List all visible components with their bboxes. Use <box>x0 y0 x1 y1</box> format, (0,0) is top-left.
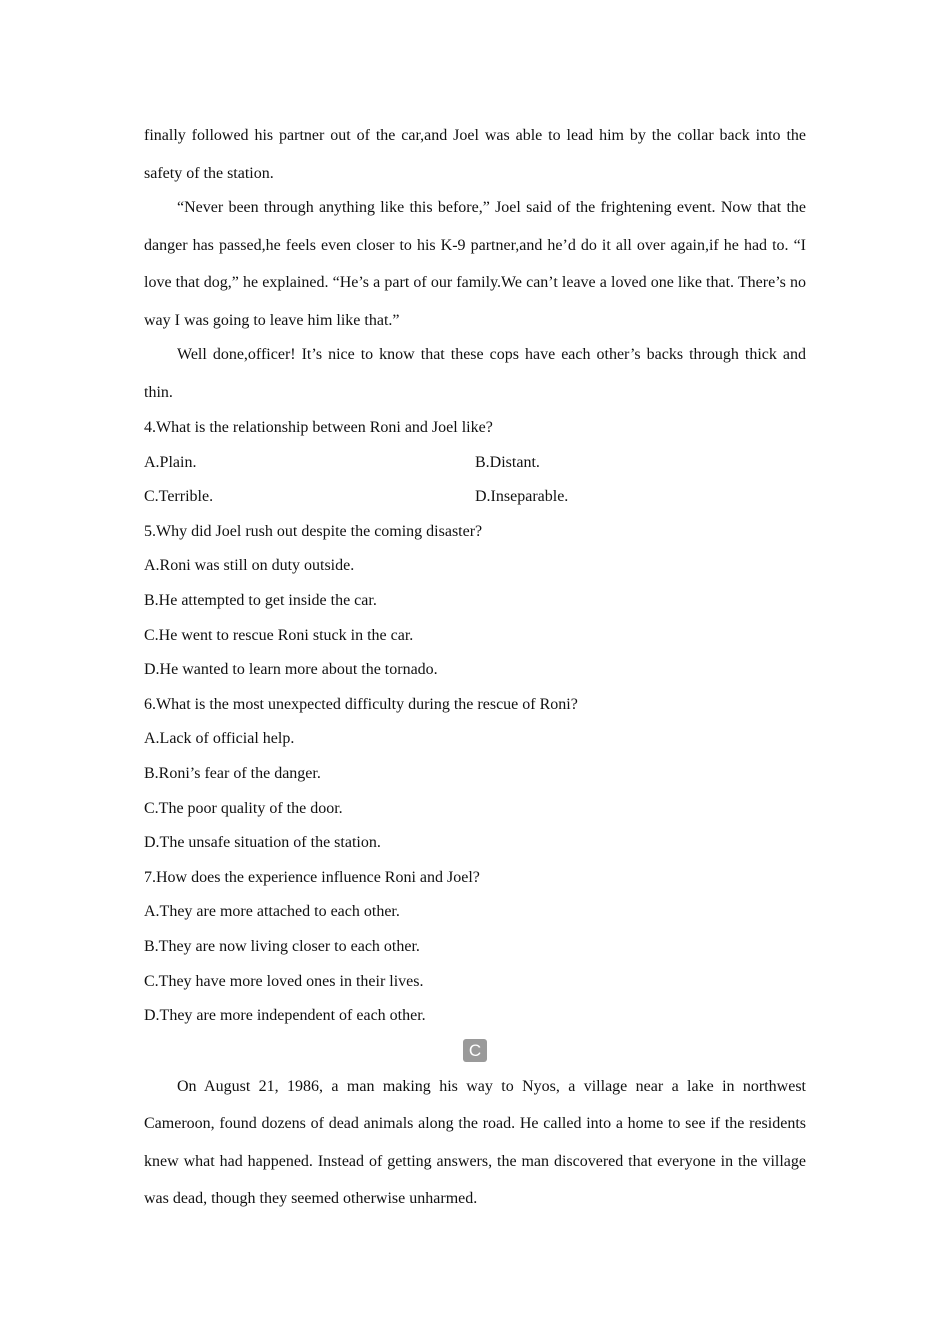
option-a: A.Roni was still on duty outside. <box>144 557 355 575</box>
option-a: A.Plain. <box>144 453 197 471</box>
question-stem: 5.Why did Joel rush out despite the coming disaster? <box>144 522 483 540</box>
option-a: A.They are more attached to each other. <box>144 903 400 921</box>
option-c: C.He went to rescue Roni stuck in the car. <box>144 626 414 644</box>
section-letter-badge: C <box>463 1039 487 1062</box>
passage-paragraph: finally followed his partner out of the car,and Joel was able to lead him by the collar back into the safety of the station. <box>144 127 806 182</box>
question-5 <box>144 515 806 688</box>
option-c: C.Terrible. <box>144 488 214 506</box>
option-b: B.He attempted to get inside the car. <box>144 591 377 609</box>
option-d: D.They are more independent of each other. <box>144 1007 426 1025</box>
option-c: C.They have more loved ones in their lives. <box>144 972 424 990</box>
option-b: B.They are now living closer to each other. <box>144 937 420 955</box>
option-row <box>144 480 806 515</box>
passage-paragraph: “Never been through anything like this before,” Joel said of the frightening event. Now that the danger has passed,he feels even closer to his K-9 partner,and he’d do it all over again,if he had to. “I love that dog,” he explained. “He’s a part of our family.We can’t leave a loved one like that. There’s no way I was going to leave him like that.” <box>144 199 806 329</box>
passage-paragraph: Well done,officer! It’s nice to know that these cops have each other’s backs through thick and thin. <box>144 346 806 401</box>
option-d: D.The unsafe situation of the station. <box>144 834 381 852</box>
option-d: D.Inseparable. <box>475 488 569 506</box>
question-stem: 6.What is the most unexpected difficulty during the rescue of Roni? <box>144 695 578 713</box>
passage-paragraph: On August 21, 1986, a man making his way to Nyos, a village near a lake in northwest Cameroon, found dozens of dead animals along the road. He called into a home to see if the residents knew what had happened. Instead of getting answers, the man discovered that everyone in the village was dead, though they seemed otherwise unharmed. <box>144 1077 806 1208</box>
question-7 <box>144 861 806 1034</box>
question-4 <box>144 411 806 515</box>
option-a: A.Lack of official help. <box>144 730 295 748</box>
option-row <box>144 446 806 481</box>
section-heading <box>144 1034 806 1068</box>
option-d: D.He wanted to learn more about the tornado. <box>144 661 438 679</box>
question-stem: 4.What is the relationship between Roni and Joel like? <box>144 419 493 436</box>
question-stem: 7.How does the experience influence Roni and Joel? <box>144 868 480 886</box>
option-b: B.Roni’s fear of the danger. <box>144 764 321 782</box>
option-b: B.Distant. <box>475 453 540 471</box>
option-c: C.The poor quality of the door. <box>144 799 343 817</box>
question-6 <box>144 688 806 861</box>
document-page <box>144 117 806 1218</box>
